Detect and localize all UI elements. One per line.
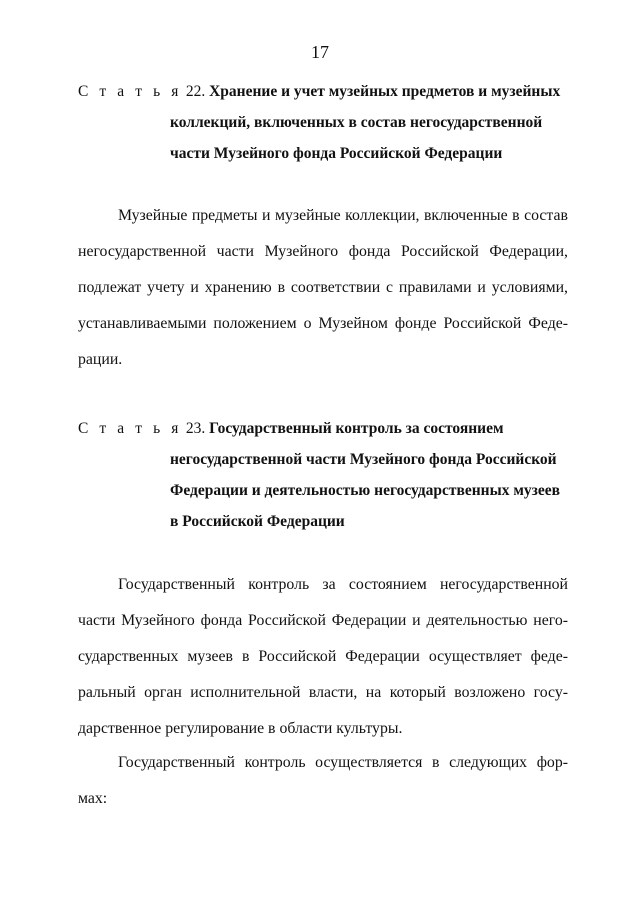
article-23-p1-line-2: части Музейного фонда Российской Федерации и деятельностью него- (78, 612, 568, 629)
article-22-body-line-1: Музейные предметы и музейные коллекции, включенные в состав (118, 207, 568, 224)
article-23-paragraph-2 (78, 745, 568, 817)
article-23-p1-line-3: сударственных музеев в Российской Федерации осуществляет феде- (78, 648, 568, 665)
article-22-body-line-4: устанавливаемыми положением о Музейном фонде Российской Феде- (78, 315, 568, 332)
page-number: 17 (311, 42, 329, 62)
article-23-prefix: С т а т ь я (78, 420, 182, 437)
article-22-title-line-1: Хранение и учет музейных предметов и музейных (209, 83, 561, 100)
article-23-title-line-2: негосударственной части Музейного фонда Российской (170, 451, 557, 468)
article-23-p2-line-2: мах: (78, 790, 108, 807)
article-22-body-line-5: рации. (78, 351, 123, 368)
article-23-number: 23. (185, 420, 206, 437)
article-23-title-line-3: Федерации и деятельностью негосударственных музеев (170, 482, 561, 499)
article-22-body-line-3: подлежат учету и хранению в соответствии с правилами и условиями, (78, 279, 568, 296)
article-23-p2-line-1: Государственный контроль осуществляется в следующих фор- (118, 754, 568, 771)
article-22-prefix: С т а т ь я (78, 83, 182, 100)
article-22-heading (78, 76, 568, 169)
article-22-number: 22. (185, 83, 206, 100)
article-22-title-line-2: коллекций, включенных в состав негосударственной (170, 114, 543, 131)
article-22-body (78, 198, 568, 378)
article-23-title-line-1: Государственный контроль за состоянием (209, 420, 504, 437)
article-22-title-line-3: части Музейного фонда Российской Федерации (170, 145, 503, 162)
article-23-p1-line-4: ральный орган исполнительной власти, на который возложено госу- (78, 684, 568, 701)
article-23-title-line-4: в Российской Федерации (170, 513, 345, 530)
article-23-p1-line-1: Государственный контроль за состоянием негосударственной (118, 576, 568, 593)
article-23-heading (78, 413, 568, 537)
article-22-body-line-2: негосударственной части Музейного фонда Российской Федерации, (78, 243, 568, 260)
article-23-paragraph-1 (78, 567, 568, 747)
article-23-p1-line-5: дарственное регулирование в области культуры. (78, 720, 403, 737)
